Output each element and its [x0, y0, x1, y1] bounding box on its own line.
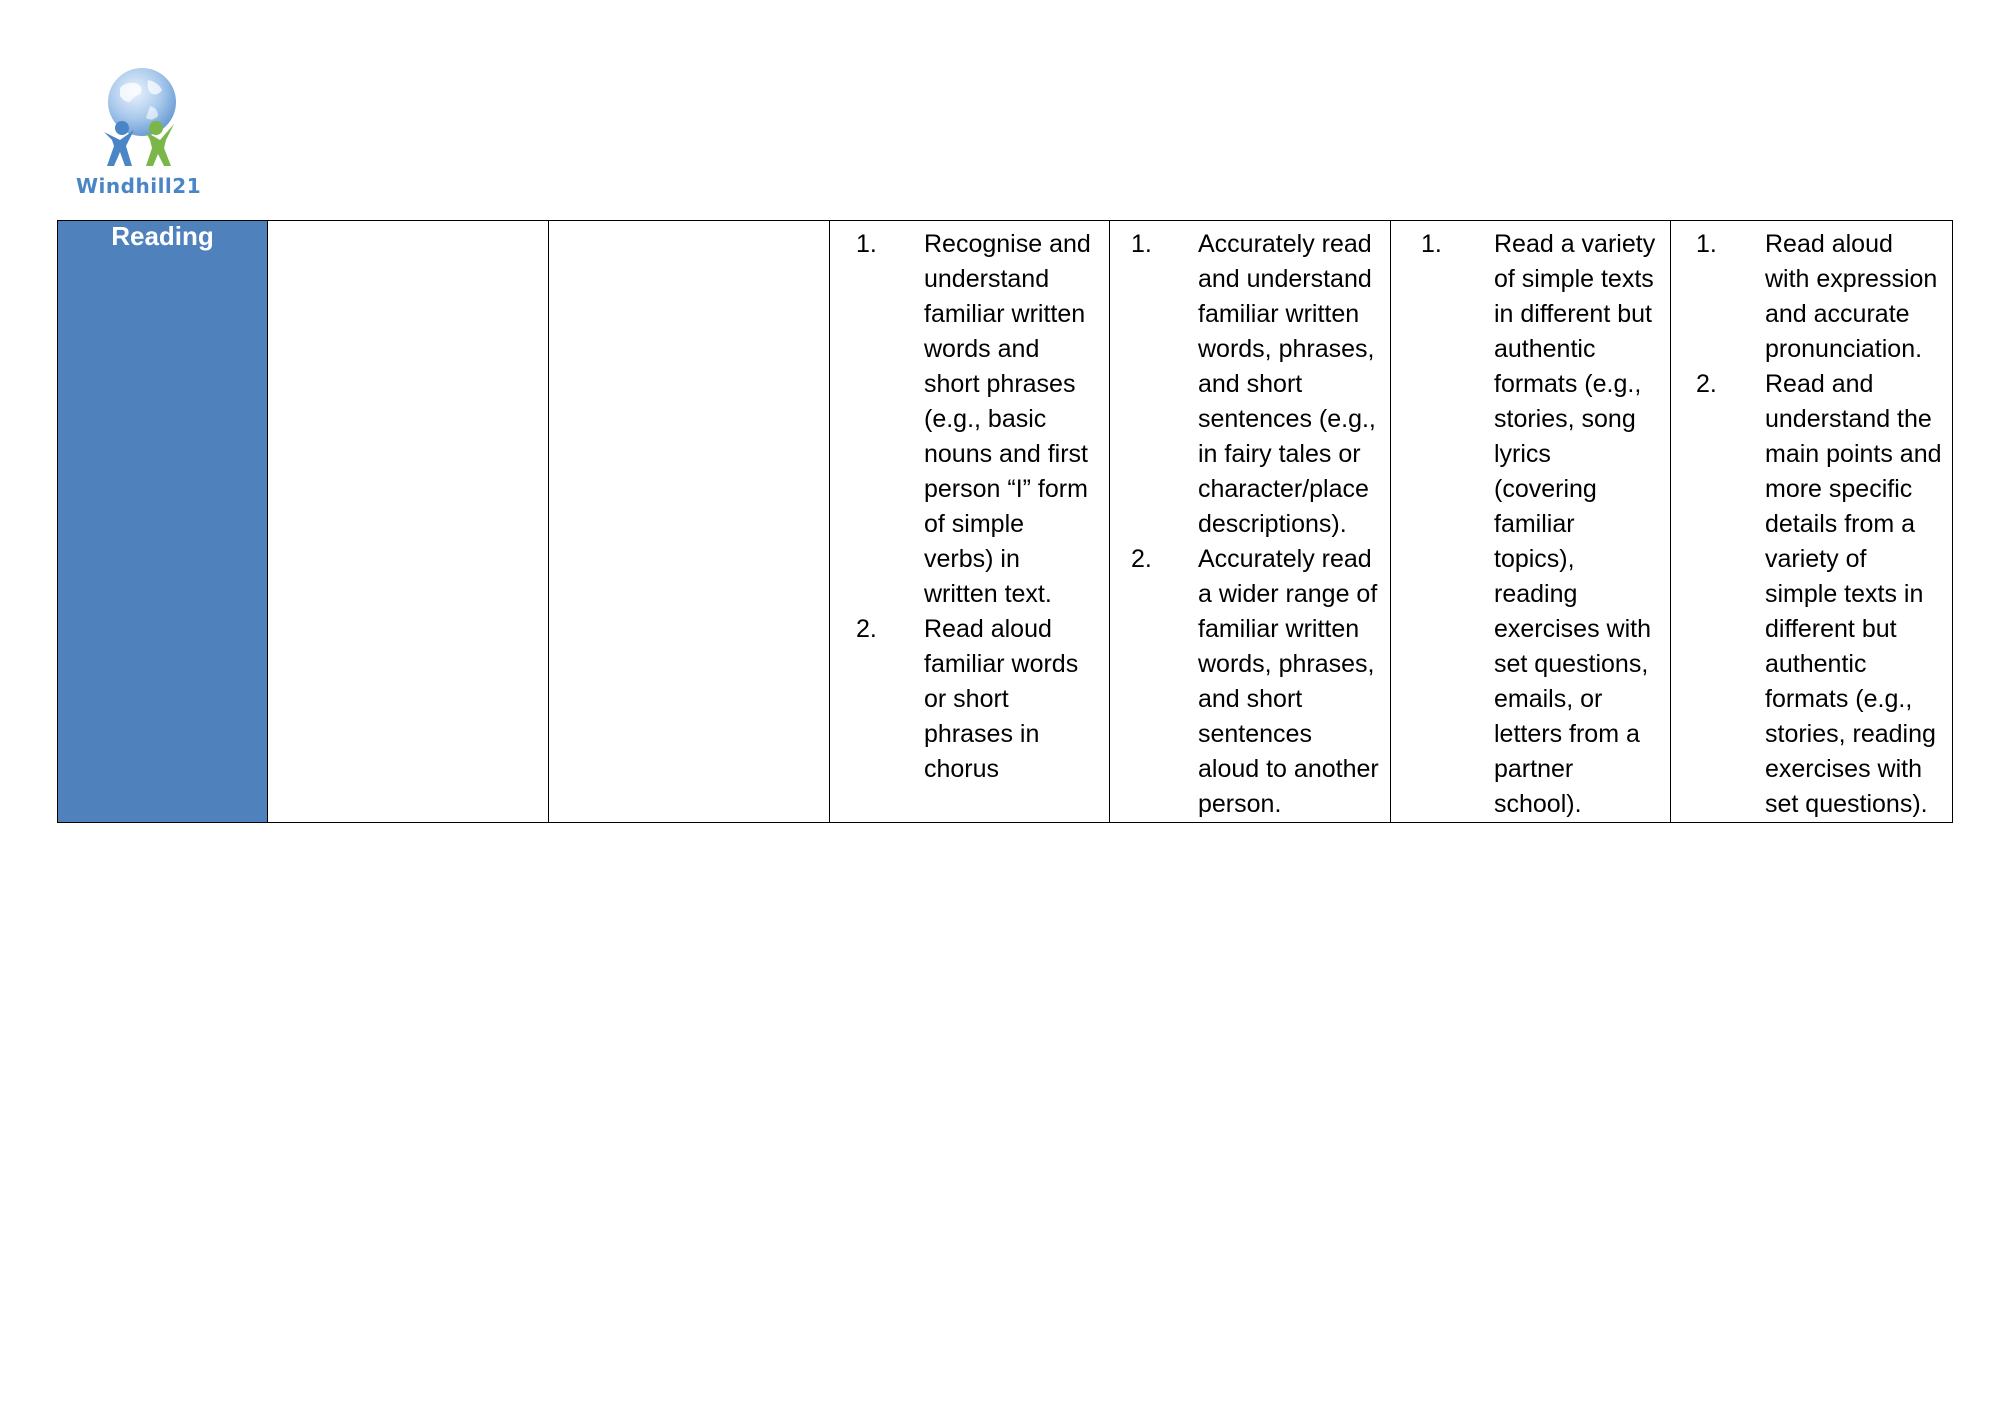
- item-number: 2.: [1696, 370, 1717, 398]
- logo-text: Windhill21: [76, 174, 202, 198]
- item-text: Recognise and understand familiar written words and short phrases (e.g., basic nouns and first person “I” form of simple verbs) in written text.: [924, 230, 1091, 608]
- list-item: [830, 612, 1099, 787]
- item-text: Accurately read a wider range of familiar written words, phrases, and short sentences aloud to another person.: [1198, 545, 1379, 818]
- objective-list: [1671, 221, 1952, 822]
- table-row-reading: [58, 221, 1953, 823]
- table-cell-col-5: [1391, 221, 1671, 823]
- table-cell-empty-2: [549, 221, 830, 823]
- objective-list: [1110, 221, 1390, 822]
- globe-with-children-icon: [90, 66, 186, 174]
- list-item: [1671, 227, 1942, 367]
- item-text: Accurately read and understand familiar written words, phrases, and short sentences (e.g., in fairy tales or character/place descriptions).: [1198, 230, 1376, 538]
- objective-list: [830, 221, 1109, 787]
- item-number: 1.: [1131, 230, 1152, 258]
- list-item: [830, 227, 1099, 612]
- row-label: Reading: [111, 221, 214, 251]
- table-cell-empty-1: [268, 221, 549, 823]
- table-cell-col-4: [1110, 221, 1391, 823]
- list-item: [1110, 227, 1380, 542]
- table-cell-col-3: [830, 221, 1110, 823]
- list-item: [1110, 542, 1380, 822]
- item-number: 2.: [1131, 545, 1152, 573]
- item-text: Read aloud familiar words or short phrases in chorus: [924, 615, 1079, 783]
- list-item: [1671, 367, 1942, 822]
- objective-list: [1391, 221, 1670, 822]
- row-label-cell: [58, 221, 268, 823]
- item-text: Read a variety of simple texts in different but authentic formats (e.g., stories, song lyrics (covering familiar topics), reading exercises with set questions, emails, or letters from a partner school).: [1494, 230, 1656, 818]
- item-number: 2.: [856, 615, 877, 643]
- item-text: Read and understand the main points and more specific details from a variety of simple texts in different but authentic formats (e.g., stories, reading exercises with set questions).: [1765, 370, 1942, 818]
- list-item: [1391, 227, 1660, 822]
- item-number: 1.: [1696, 230, 1717, 258]
- windhill21-logo: [76, 66, 200, 202]
- item-number: 1.: [1421, 230, 1442, 258]
- item-text: Read aloud with expression and accurate pronunciation.: [1765, 230, 1938, 363]
- table-cell-col-6: [1671, 221, 1953, 823]
- item-number: 1.: [856, 230, 877, 258]
- curriculum-table: [57, 220, 1953, 823]
